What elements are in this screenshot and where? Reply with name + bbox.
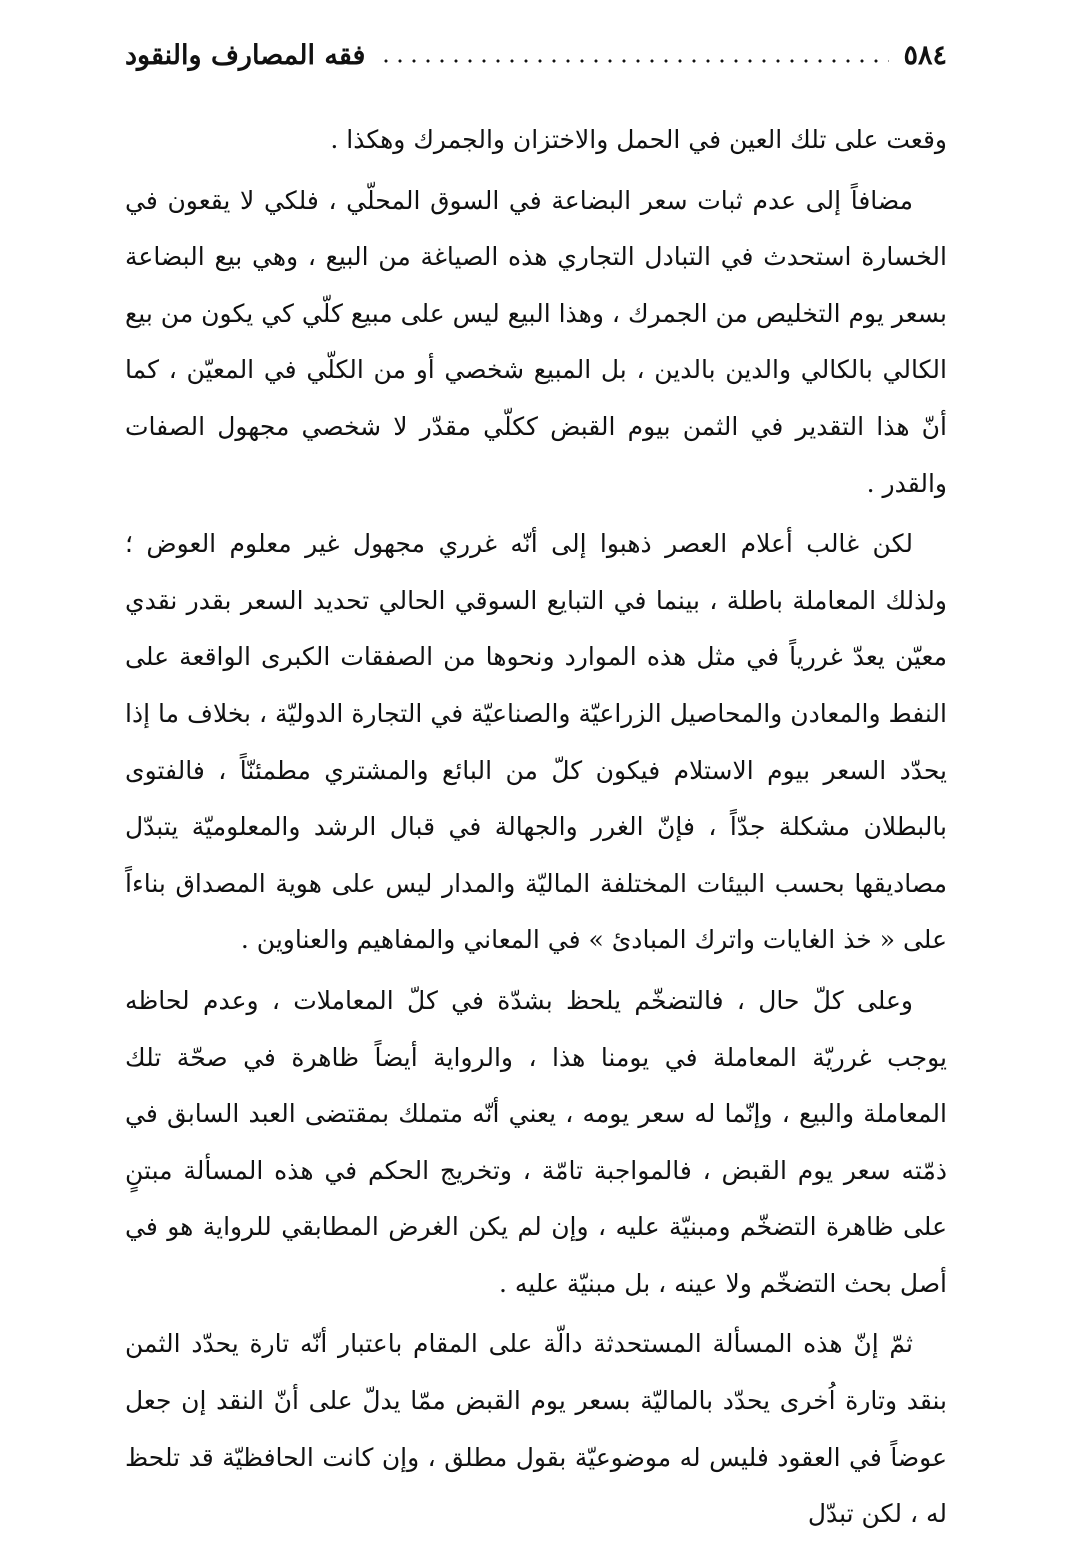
page-number: ٥٨٤	[903, 39, 947, 71]
paragraph: لكن غالب أعلام العصر ذهبوا إلى أنّه غرري مجهول غير معلوم العوض ؛ ولذلك المعاملة باطلة ، بينما في التبايع السوقي الحالي تحديد السعر بقدر نقدي معيّن يعدّ غررياً في مثل هذه الموارد ونحوها من الصفقات الكبرى الواقعة على النفط والمعادن والمحاصيل الزراعيّة والصناعيّة في التجارة الدوليّة ، بخلاف ما إذا يحدّد السعر بيوم الاستلام فيكون كلّ من البائع والمشتري مطمئنّاً ، فالفتوى بالبطلان مشكلة جدّاً ، فإنّ الغرر والجهالة في قبال الرشد والمعلوميّة يتبدّل مصاديقها بحسب البيئات المختلفة الماليّة والمدار ليس على هوية المصداق بناءاً على « خذ الغايات واترك المبادئ » في المعاني والمفاهيم والعناوين .	[125, 529, 947, 955]
paragraph: مضافاً إلى عدم ثبات سعر البضاعة في السوق المحلّي ، فلكي لا يقعون في الخسارة استحدث في التبادل التجاري هذه الصياغة من البيع ، وهي بيع البضاعة بسعر يوم التخليص من الجمرك ، وهذا البيع ليس على مبيع كلّي كي يكون من بيع الكالي بالكالي والدين بالدين ، بل المبيع شخصي أو من الكلّي في المعيّن ، كما أنّ هذا التقدير في الثمن بيوم القبض ككلّي مقدّر لا شخصي مجهول الصفات والقدر .	[125, 185, 947, 498]
book-title: فقه المصارف والنقود	[125, 39, 366, 71]
paragraph: ثمّ إنّ هذه المسألة المستحدثة دالّة على المقام باعتبار أنّه تارة يحدّد الثمن بنقد وتارة اُخرى يحدّد بالماليّة بسعر يوم القبض ممّا يدلّ على أنّ النقد إن جعل عوضاً في العقود فليس له موضوعيّة بقول مطلق ، وإن كانت الحافظيّة قد تلحظ له ، لكن تبدّل	[125, 1329, 947, 1529]
page-body	[125, 112, 947, 1543]
header-leader-dots	[379, 58, 889, 64]
paragraph-continuation: وقعت على تلك العين في الحمل والاختزان والجمرك وهكذا .	[330, 125, 947, 154]
paragraph: وعلى كلّ حال ، فالتضخّم يلحظ بشدّة في كلّ المعاملات ، وعدم لحاظه يوجب غرريّة المعاملة في يومنا هذا ، والرواية أيضاً ظاهرة في صحّة تلك المعاملة والبيع ، وإنّما له سعر يومه ، يعني أنّه متملك بمقتضى العبد السابق في ذمّته سعر يوم القبض ، فالمواجبة تامّة ، وتخريج الحكم في هذه المسألة مبتنٍ على ظاهرة التضخّم ومبنيّة عليه ، وإن لم يكن الغرض المطابقي للرواية هو في أصل بحث التضخّم ولا عينه ، بل مبنيّة عليه .	[125, 985, 947, 1298]
page-header	[125, 30, 947, 80]
